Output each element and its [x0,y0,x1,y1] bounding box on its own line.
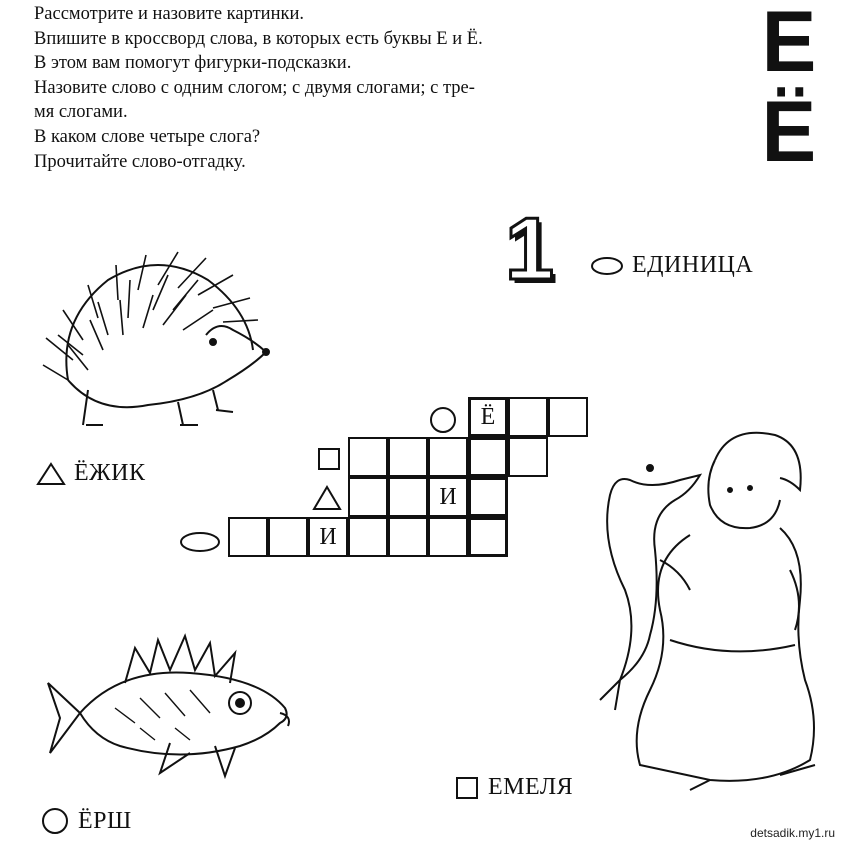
instruction-line-5: мя слогами. [34,102,128,123]
crossword-cell[interactable] [428,437,468,477]
crossword-cell[interactable] [508,437,548,477]
instruction-line-1: Рассмотрите и назовите картинки. [34,4,304,24]
circle-icon [40,806,70,836]
instruction-line-6: В каком слове четыре слога? [34,126,261,147]
instruction-line-3: В этом вам помогут фигурки-подсказки. [34,53,352,74]
site-footer: detsadik.my1.ru [750,826,835,840]
label-hedgehog-text: ЁЖИК [74,460,146,486]
emelya-picture [590,420,825,795]
crossword-cell[interactable] [548,397,588,437]
crossword-cell[interactable] [508,397,548,437]
instruction-line-2: Впишите в кроссворд слова, в которых есть буквы Е и Ё. [34,28,483,49]
instructions [34,2,714,174]
label-emelya-text: ЕМЕЛЯ [488,774,574,800]
label-emelya [454,774,573,801]
crossword-cell[interactable] [468,477,508,517]
crossword-cell[interactable] [348,437,388,477]
crossword-cell[interactable]: И [308,517,348,557]
crossword-cell[interactable] [428,517,468,557]
instruction-line-7: Прочитайте слово-отгадку. [34,151,246,172]
crossword-cell[interactable]: Ё [468,397,508,437]
ruff-picture [40,628,300,788]
label-hedgehog [36,460,146,487]
crossword-cell[interactable] [388,477,428,517]
number-one: 1 [505,199,554,298]
label-ruff [40,806,132,836]
crossword-cell[interactable] [468,437,508,477]
crossword-cell[interactable] [388,437,428,477]
crossword-cell[interactable] [468,517,508,557]
big-letter-yo: Ё [761,84,817,180]
triangle-icon [312,484,342,512]
circle-icon [428,405,458,435]
square-icon [316,446,342,472]
label-unit [590,252,753,279]
crossword-cell[interactable] [268,517,308,557]
circle-icon [590,256,624,276]
circle-icon [178,530,222,554]
label-unit-text: ЕДИНИЦА [632,252,754,278]
crossword-cell[interactable]: И [428,477,468,517]
triangle-icon [36,461,66,487]
hedgehog-picture [28,240,278,440]
instruction-line-4: Назовите слово с одним слогом; с двумя слогами; с тре- [34,77,475,98]
crossword-cell[interactable] [388,517,428,557]
crossword-cell[interactable] [348,477,388,517]
label-ruff-text: ЁРШ [78,807,132,834]
crossword-cell[interactable] [228,517,268,557]
big-letter-e: Е [761,0,817,90]
crossword-cell[interactable] [348,517,388,557]
square-icon [454,775,480,801]
